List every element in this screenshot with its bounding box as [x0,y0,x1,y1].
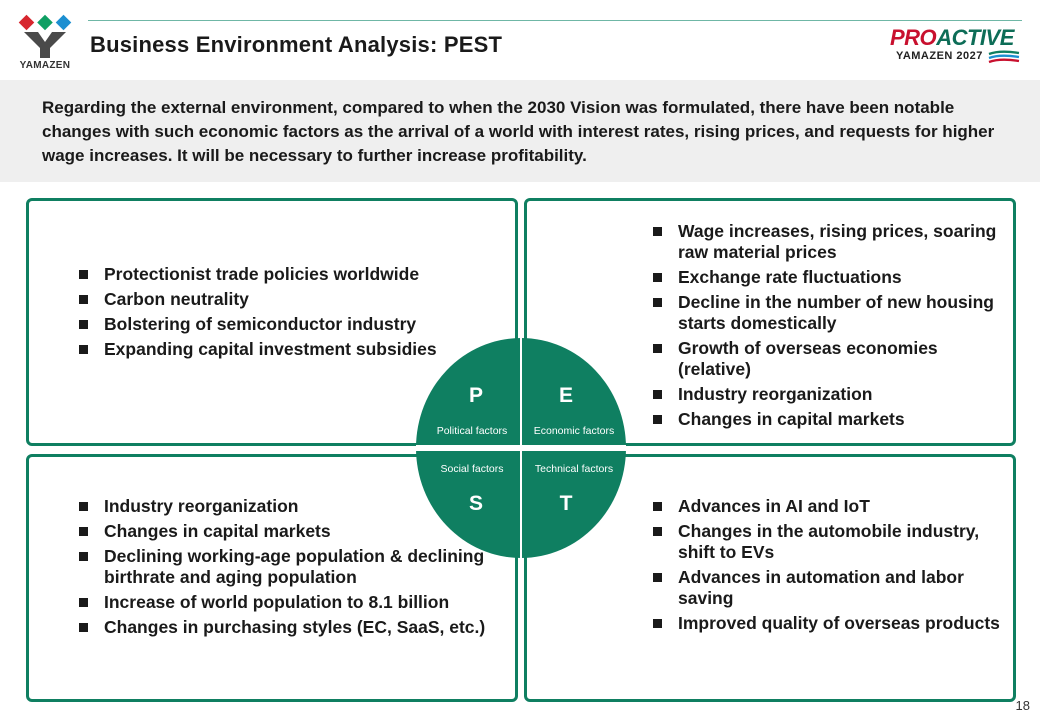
list-item: Changes in purchasing styles (EC, SaaS, etc.) [76,617,506,638]
page-title: Business Environment Analysis: PEST [90,32,503,57]
brand-active: ACTIVE [936,25,1014,50]
summary-text: Regarding the external environment, compared to when the 2030 Vision was formulated, there have been notable changes with such economic factors as the arrival of a world with interest rates, rising prices, and requests for higher wage increases. It will be necessary to further increase profitability. [42,98,995,165]
technical-label: Technical factors [534,463,614,475]
list-item: Carbon neutrality [76,289,476,310]
technical-letter: T [559,492,573,515]
wave-icon [988,50,1020,64]
list-item: Industry reorganization [76,496,506,517]
pest-circle-graphic [416,338,626,558]
list-item: Increase of world population to 8.1 billion [76,592,506,613]
political-label: Political factors [436,425,508,437]
pest-circle [416,338,626,558]
list-item: Bolstering of semiconductor industry [76,314,476,335]
list-item: Declining working-age population & declining birthrate and aging population [76,546,506,588]
list-item: Advances in AI and IoT [650,496,1000,517]
list-item: Protectionist trade policies worldwide [76,264,476,285]
logo-text: YAMAZEN [19,60,71,71]
list-item: Expanding capital investment subsidies [76,339,476,360]
list-item: Exchange rate fluctuations [650,267,1000,288]
company-logo [12,14,78,74]
list-item: Improved quality of overseas products [650,613,1000,634]
brand-subtitle: YAMAZEN 2027 [896,50,983,62]
technical-list [650,496,1000,638]
social-label: Social factors [440,463,504,475]
list-item: Decline in the number of new housing starts domestically [650,292,1000,334]
social-letter: S [468,492,483,515]
header-divider [88,20,1022,21]
political-letter: P [468,384,483,407]
list-item: Changes in capital markets [650,409,1000,430]
summary-banner [0,80,1040,182]
brand-pro: PRO [890,25,937,50]
page-number: 18 [1015,698,1030,713]
brand-wordmark [890,26,1014,50]
list-item: Advances in automation and labor saving [650,567,1000,609]
list-item: Wage increases, rising prices, soaring raw material prices [650,221,1000,263]
list-item: Changes in capital markets [76,521,506,542]
economic-label: Economic factors [533,425,615,437]
brand-mark [886,26,1026,66]
list-item: Growth of overseas economies (relative) [650,338,1000,380]
yamazen-logo-icon [18,14,72,60]
economic-list [650,221,1000,434]
list-item: Changes in the automobile industry, shift to EVs [650,521,1000,563]
economic-letter: E [558,384,573,407]
list-item: Industry reorganization [650,384,1000,405]
